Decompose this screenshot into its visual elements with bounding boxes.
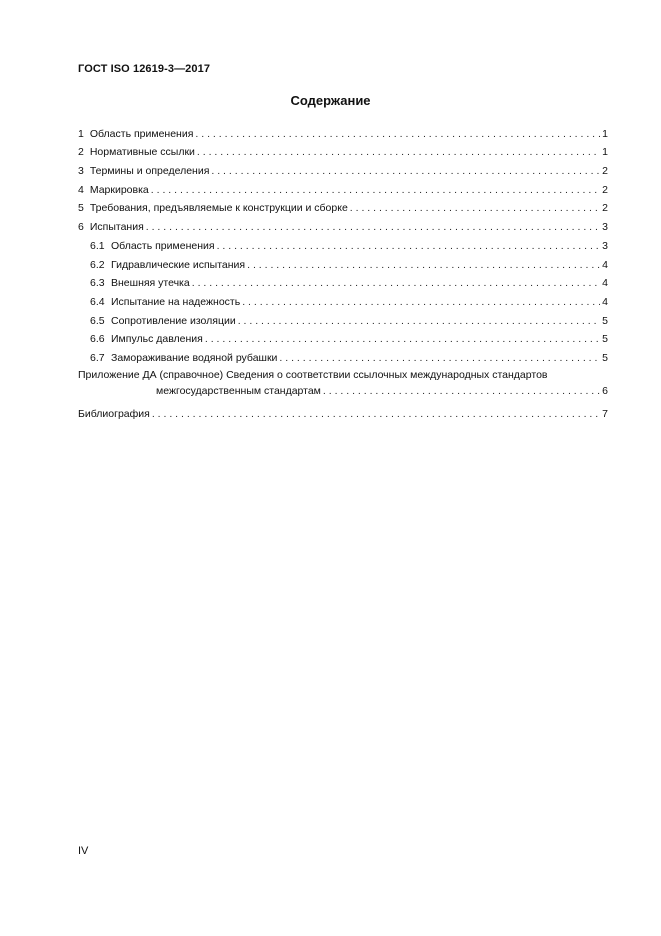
toc-leader-dots [323,385,600,398]
toc-entry-number: 6.6 [90,333,105,346]
toc-entry-page: 6 [602,384,608,397]
toc-leader-dots [350,202,600,215]
toc-entry-3[interactable] [78,159,608,178]
toc-entry-page: 2 [602,202,608,215]
toc-entry-6-1[interactable] [78,234,608,253]
toc-leader-dots [217,240,601,253]
toc-entry-4[interactable] [78,178,608,197]
toc-leader-dots [146,221,600,234]
toc-leader-dots [197,146,600,159]
toc-entry-6-6[interactable] [78,328,608,347]
toc-leader-dots [192,277,600,290]
toc-entry-page: 4 [602,258,608,271]
document-code: ГОСТ ISO 12619-3—2017 [78,63,211,75]
toc-leader-dots [247,259,600,272]
toc-entry-text: Испытание на надежность [111,295,241,308]
toc-entry-text: Замораживание водяной рубашки [111,351,278,364]
toc-annex-title-line2: межгосударственным стандартам [156,384,321,397]
toc-entry-page: 7 [602,407,608,420]
toc-entry-text: Нормативные ссылки [89,146,195,159]
toc-leader-dots [238,315,600,328]
toc-leader-dots [279,352,600,365]
toc-entry-number: 4 [78,183,84,196]
toc-entry-text: Гидравлические испытания [111,258,246,271]
toc-entry-number: 6.4 [90,295,105,308]
toc-entry-text: Внешняя утечка [111,277,190,290]
toc-leader-dots [151,184,600,197]
toc-entry-number: 1 [78,127,84,140]
toc-entry-bibliography[interactable] [78,402,608,421]
toc-entry-number: 5 [78,202,84,215]
toc-entry-5[interactable] [78,197,608,216]
toc-leader-dots [195,128,600,141]
toc-leader-dots [152,408,600,421]
toc-entry-page: 1 [602,127,608,140]
toc-entry-page: 4 [602,277,608,290]
toc-entry-text: Область применения [89,127,194,140]
toc-entry-text: Импульс давления [111,333,203,346]
toc-entry-number: 6.7 [90,351,105,364]
toc-title: Содержание [290,93,371,108]
toc-entry-6-2[interactable] [78,253,608,272]
toc-leader-dots [211,165,600,178]
toc-entry-page: 5 [602,314,608,327]
toc-entry-annex-da[interactable] [78,369,608,398]
toc-annex-title-line1: Приложение ДА (справочное) Сведения о соответствии ссылочных международных стандартов [78,368,548,381]
toc-entry-6-3[interactable] [78,272,608,291]
toc-entry-page: 5 [602,333,608,346]
toc-entry-6-4[interactable] [78,290,608,309]
toc-entry-2[interactable] [78,141,608,160]
toc-entry-page: 3 [602,221,608,234]
toc-entry-page: 2 [602,165,608,178]
toc-entry-text: Сопротивление изоляции [111,314,236,327]
toc-entry-number: 3 [78,165,84,178]
toc-entry-page: 1 [602,146,608,159]
toc-entry-6-5[interactable] [78,309,608,328]
toc-entry-page: 3 [602,239,608,252]
toc-entry-page: 4 [602,295,608,308]
toc-entry-text: Библиография [78,407,150,420]
toc-entry-text: Требования, предъявляемые к конструкции и сборке [89,202,348,215]
toc-entry-number: 2 [78,146,84,159]
toc-entry-number: 6 [78,221,84,234]
toc-leader-dots [242,296,600,309]
toc-entry-1[interactable] [78,122,608,141]
toc-entry-number: 6.3 [90,277,105,290]
toc-entry-page: 2 [602,183,608,196]
toc-entry-text: Область применения [111,239,215,252]
toc-entry-text: Термины и определения [89,165,210,178]
toc-entry-6-7[interactable] [78,346,608,365]
toc-entry-6[interactable] [78,215,608,234]
toc-entry-text: Испытания [89,221,144,234]
toc-entry-number: 6.2 [90,258,105,271]
toc-entry-text: Маркировка [89,183,149,196]
page-number: IV [78,845,89,857]
table-of-contents [78,122,608,421]
toc-entry-page: 5 [602,351,608,364]
toc-entry-number: 6.1 [90,239,105,252]
toc-leader-dots [205,333,600,346]
toc-entry-number: 6.5 [90,314,105,327]
